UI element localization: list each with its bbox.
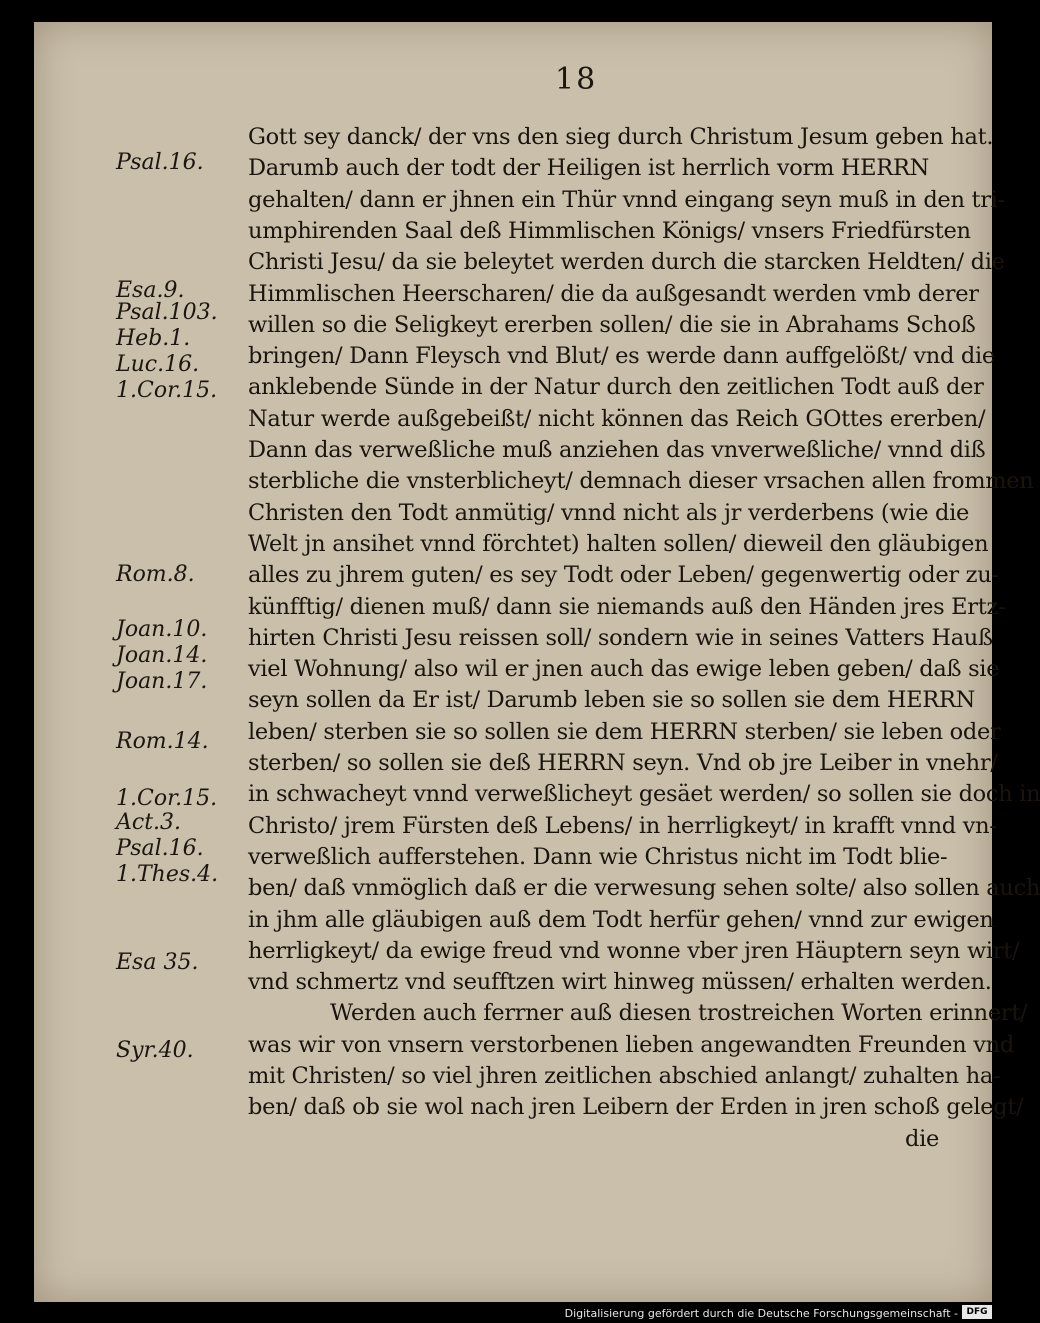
text-line: Werden auch ferrner auß diesen trostreichen Worten erinnert/ (330, 1000, 1028, 1027)
text-line: ben/ daß ob sie wol nach jren Leibern der Erden in jren schoß gelegt/ (248, 1094, 1024, 1121)
text-line: was wir von vnsern verstorbenen lieben angewandten Freunden vnd (248, 1031, 1014, 1058)
text-line: vnd schmertz vnd seufftzen wirt hinweg müssen/ erhalten werden. (248, 969, 992, 996)
margin-note: Esa.9. (116, 278, 185, 303)
text-line: Christi Jesu/ da sie beleytet werden durch die starcken Heldten/ die (248, 249, 1005, 276)
text-line: seyn sollen da Er ist/ Darumb leben sie so sollen sie dem HERRN (248, 687, 975, 714)
margin-note: Psal.16. (116, 150, 204, 175)
text-line: in jhm alle gläubigen auß dem Todt herfür gehen/ vnnd zur ewigen (248, 906, 994, 933)
margin-note: Psal.16. (116, 836, 204, 861)
margin-note: 1.Cor.15. (116, 378, 218, 403)
margin-note: Heb.1. (116, 326, 191, 351)
text-line: künfftig/ dienen muß/ dann sie niemands auß den Händen jres Ertz- (248, 593, 1006, 620)
margin-note: Act.3. (116, 810, 182, 835)
margin-note: Joan.14. (116, 643, 208, 668)
margin-note: 1.Thes.4. (116, 862, 219, 887)
text-line: alles zu jhrem guten/ es sey Todt oder Leben/ gegenwertig oder zu- (248, 562, 999, 589)
page-number: 18 (555, 62, 598, 97)
footer-credit: Digitalisierung gefördert durch die Deutsche Forschungsgemeinschaft - (564, 1307, 958, 1320)
margin-note: Psal.103. (116, 300, 218, 325)
margin-note: Rom.14. (116, 729, 209, 754)
margin-note: Joan.17. (116, 669, 208, 694)
text-line: Darumb auch der todt der Heiligen ist herrlich vorm HERRN (248, 155, 929, 182)
text-line: leben/ sterben sie so sollen sie dem HERRN sterben/ sie leben oder (248, 718, 1001, 745)
text-line: herrligkeyt/ da ewige freud vnd wonne vber jren Häuptern seyn wirt/ (248, 937, 1020, 964)
margin-note: Esa 35. (116, 950, 199, 975)
dfg-logo: DFG (962, 1305, 992, 1319)
text-line: hirten Christi Jesu reissen soll/ sondern wie in seines Vatters Hauß (248, 624, 993, 651)
text-line: in schwacheyt vnnd verweßlicheyt gesäet werden/ so sollen sie doch in (248, 781, 1040, 808)
text-line: Natur werde außgebeißt/ nicht können das Reich GOttes ererben/ (248, 405, 986, 432)
text-line: Himmlischen Heerscharen/ die da außgesandt werden vmb derer (248, 280, 979, 307)
margin-note: Luc.16. (116, 352, 200, 377)
text-line: gehalten/ dann er jhnen ein Thür vnnd eingang seyn muß in den tri- (248, 186, 1005, 213)
text-line: viel Wohnung/ also wil er jnen auch das ewige leben geben/ daß sie (248, 656, 1000, 683)
text-line: Gott sey danck/ der vns den sieg durch Christum Jesum geben hat. (248, 124, 994, 150)
text-line: sterben/ so sollen sie deß HERRN seyn. Vnd ob jre Leiber in vnehr/ (248, 750, 998, 776)
text-line: mit Christen/ so viel jhren zeitlichen abschied anlangt/ zuhalten ha- (248, 1063, 1001, 1089)
text-line: die (905, 1125, 940, 1152)
margin-note: 1.Cor.15. (116, 786, 218, 811)
text-line: Christen den Todt anmütig/ vnnd nicht als jr verderbens (wie die (248, 499, 970, 526)
text-line: sterbliche die vnsterblicheyt/ demnach dieser vrsachen allen frommen (248, 468, 1034, 495)
text-line: willen so die Seligkeyt ererben sollen/ die sie in Abrahams Schoß (248, 311, 976, 338)
text-line: Welt jn ansihet vnnd förchtet) halten sollen/ dieweil den gläubigen (248, 530, 989, 557)
margin-note: Syr.40. (116, 1038, 194, 1063)
text-line: anklebende Sünde in der Natur durch den zeitlichen Todt auß der (248, 374, 984, 401)
text-line: ben/ daß vnmöglich daß er die verwesung sehen solte/ also sollen auch (248, 875, 1040, 902)
text-line: Dann das verweßliche muß anziehen das vnverweßliche/ vnnd diß (248, 437, 986, 463)
margin-note: Joan.10. (116, 617, 208, 642)
text-line: verweßlich aufferstehen. Dann wie Christus nicht im Todt blie- (248, 843, 948, 870)
text-line: umphirenden Saal deß Himmlischen Königs/ vnsers Friedfürsten (248, 217, 971, 244)
text-line: bringen/ Dann Fleysch vnd Blut/ es werde dann auffgelößt/ vnd die (248, 343, 995, 370)
margin-note: Rom.8. (116, 562, 195, 587)
text-line: Christo/ jrem Fürsten deß Lebens/ in herrligkeyt/ in krafft vnnd vn- (248, 812, 997, 839)
